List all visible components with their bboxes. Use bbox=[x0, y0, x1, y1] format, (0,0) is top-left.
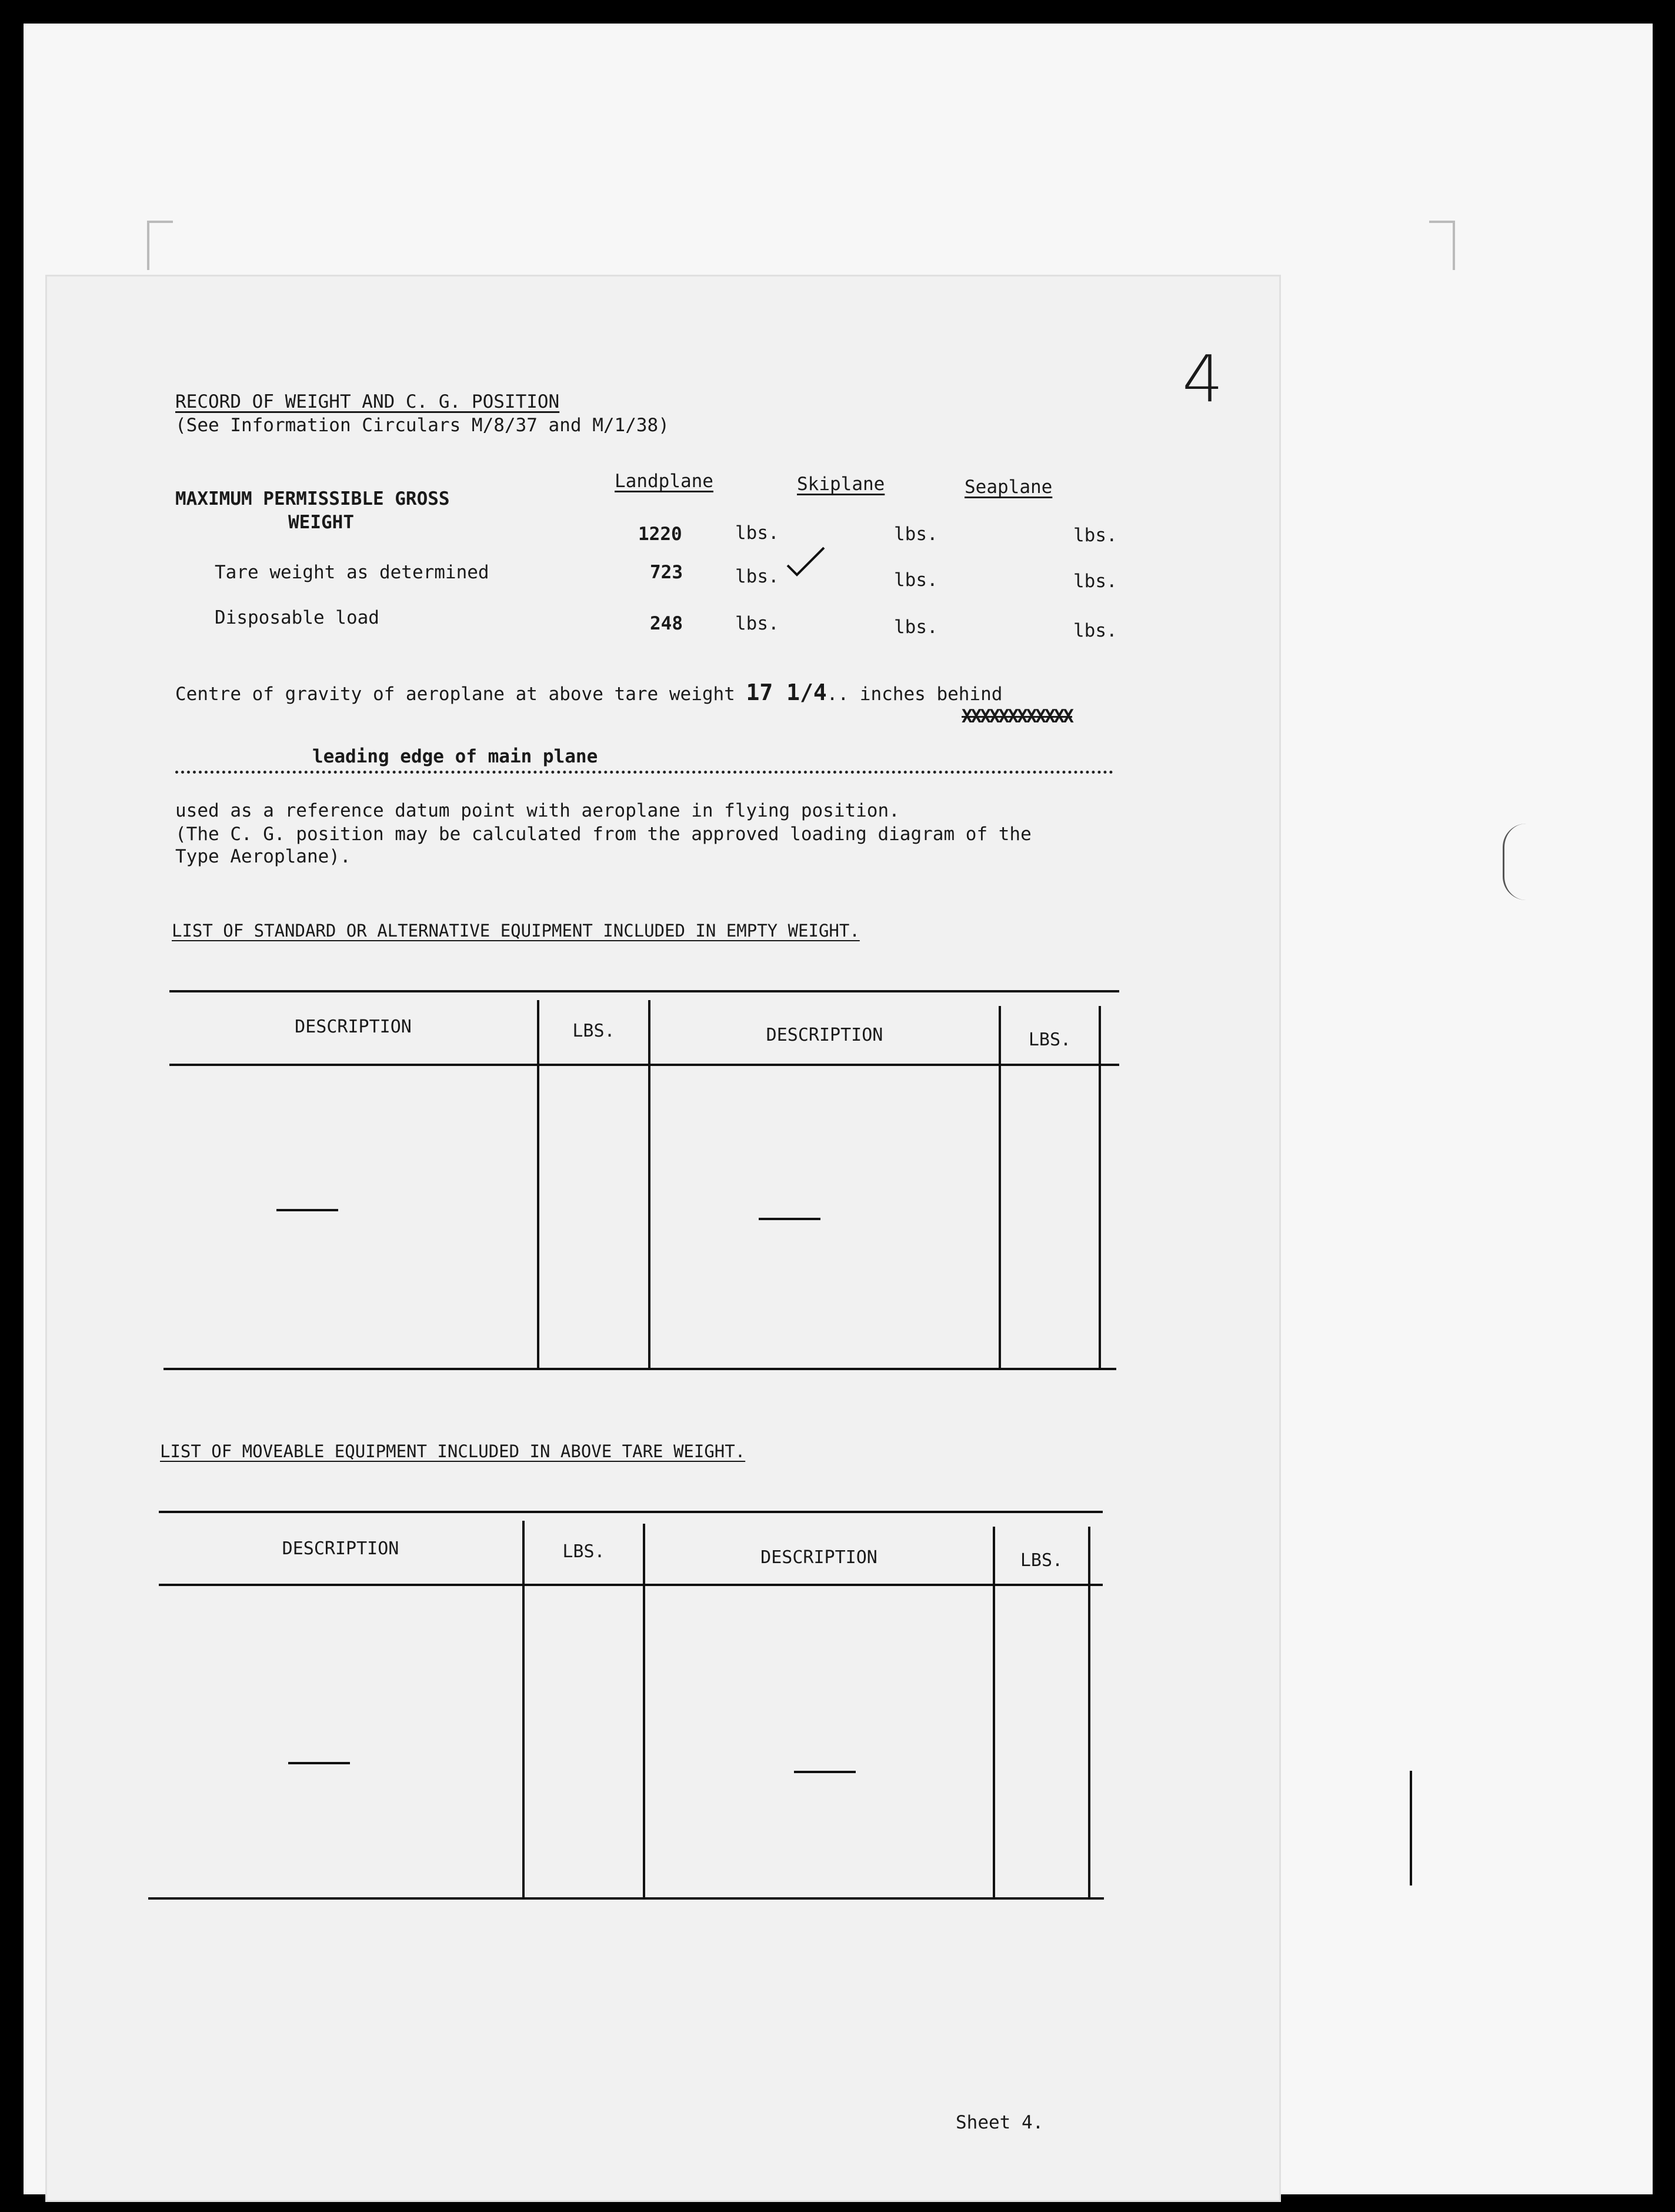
page-subtitle: (See Information Circulars M/8/37 and M/1/38) bbox=[175, 415, 669, 436]
datum-note-2: (The C. G. position may be calculated from the approved loading diagram of the bbox=[175, 824, 1032, 845]
column-landplane: Landplane bbox=[615, 471, 713, 492]
table1-empty-dash-2 bbox=[759, 1218, 820, 1220]
table2-title: LIST OF MOVEABLE EQUIPMENT INCLUDED IN ABOVE TARE WEIGHT. bbox=[160, 1441, 746, 1461]
max-weight-unit-landplane: lbs. bbox=[735, 522, 779, 544]
datum-note-1: used as a reference datum point with aeroplane in flying position. bbox=[175, 800, 900, 821]
sheet-label: Sheet 4. bbox=[956, 2112, 1044, 2133]
max-weight-unit-skiplane: lbs. bbox=[894, 524, 938, 545]
table2-header-description-1: DESCRIPTION bbox=[282, 1538, 399, 1559]
tare-weight-label: Tare weight as determined bbox=[215, 562, 489, 583]
table1-empty-dash-1 bbox=[276, 1209, 338, 1211]
table2-header-description-2: DESCRIPTION bbox=[760, 1547, 877, 1568]
cg-prefix: Centre of gravity of aeroplane at above tare weight bbox=[175, 684, 735, 705]
tare-weight-unit-seaplane: lbs. bbox=[1073, 571, 1117, 592]
table1-header-lbs-2: LBS. bbox=[1028, 1030, 1072, 1050]
tare-weight-unit-landplane: lbs. bbox=[735, 566, 779, 587]
table2-header-lbs-2: LBS. bbox=[1020, 1550, 1063, 1571]
tare-weight-unit-skiplane: lbs. bbox=[894, 569, 938, 591]
cg-sentence bbox=[175, 679, 1002, 705]
page-number: 4 bbox=[1182, 341, 1223, 417]
max-weight-unit-seaplane: lbs. bbox=[1073, 525, 1117, 546]
table2-header-lbs-1: LBS. bbox=[562, 1541, 605, 1562]
cg-trail: .. bbox=[826, 684, 849, 705]
disposable-load-unit-seaplane: lbs. bbox=[1073, 620, 1117, 641]
table2-empty-dash-2 bbox=[794, 1771, 856, 1773]
max-weight-landplane: 1220 bbox=[638, 524, 682, 545]
datum-note-3: Type Aeroplane). bbox=[175, 846, 351, 867]
max-weight-label-2: WEIGHT bbox=[288, 512, 354, 533]
max-weight-label: MAXIMUM PERMISSIBLE GROSS bbox=[175, 488, 450, 509]
tare-weight-landplane: 723 bbox=[650, 562, 683, 583]
margin-mark bbox=[1503, 824, 1528, 900]
table1-title: LIST OF STANDARD OR ALTERNATIVE EQUIPMENT INCLUDED IN EMPTY WEIGHT. bbox=[172, 921, 860, 941]
disposable-load-unit-skiplane: lbs. bbox=[894, 617, 938, 638]
cg-suffix: inches behind bbox=[859, 684, 1003, 705]
cg-value: 17 1/4 bbox=[746, 679, 827, 705]
corner-mark-top-right bbox=[1429, 221, 1455, 270]
margin-line bbox=[1410, 1771, 1412, 1885]
corner-mark-top-left bbox=[147, 221, 173, 270]
cg-datum: leading edge of main plane bbox=[309, 746, 601, 767]
table1-header-lbs-1: LBS. bbox=[572, 1021, 615, 1041]
disposable-load-unit-landplane: lbs. bbox=[735, 613, 779, 634]
page-title: RECORD OF WEIGHT AND C. G. POSITION bbox=[175, 391, 560, 412]
disposable-load-label: Disposable load bbox=[215, 607, 379, 628]
document-sheet bbox=[47, 276, 1279, 2200]
cg-struck-text: XXXXXXXXXXXX bbox=[962, 706, 1072, 727]
check-mark-icon bbox=[785, 544, 826, 579]
column-skiplane: Skiplane bbox=[797, 474, 885, 495]
column-seaplane: Seaplane bbox=[965, 477, 1053, 498]
disposable-load-landplane: 248 bbox=[650, 613, 683, 634]
table2-empty-dash-1 bbox=[288, 1762, 350, 1764]
table1-header-description-2: DESCRIPTION bbox=[766, 1025, 883, 1045]
table1-header-description-1: DESCRIPTION bbox=[295, 1017, 412, 1037]
